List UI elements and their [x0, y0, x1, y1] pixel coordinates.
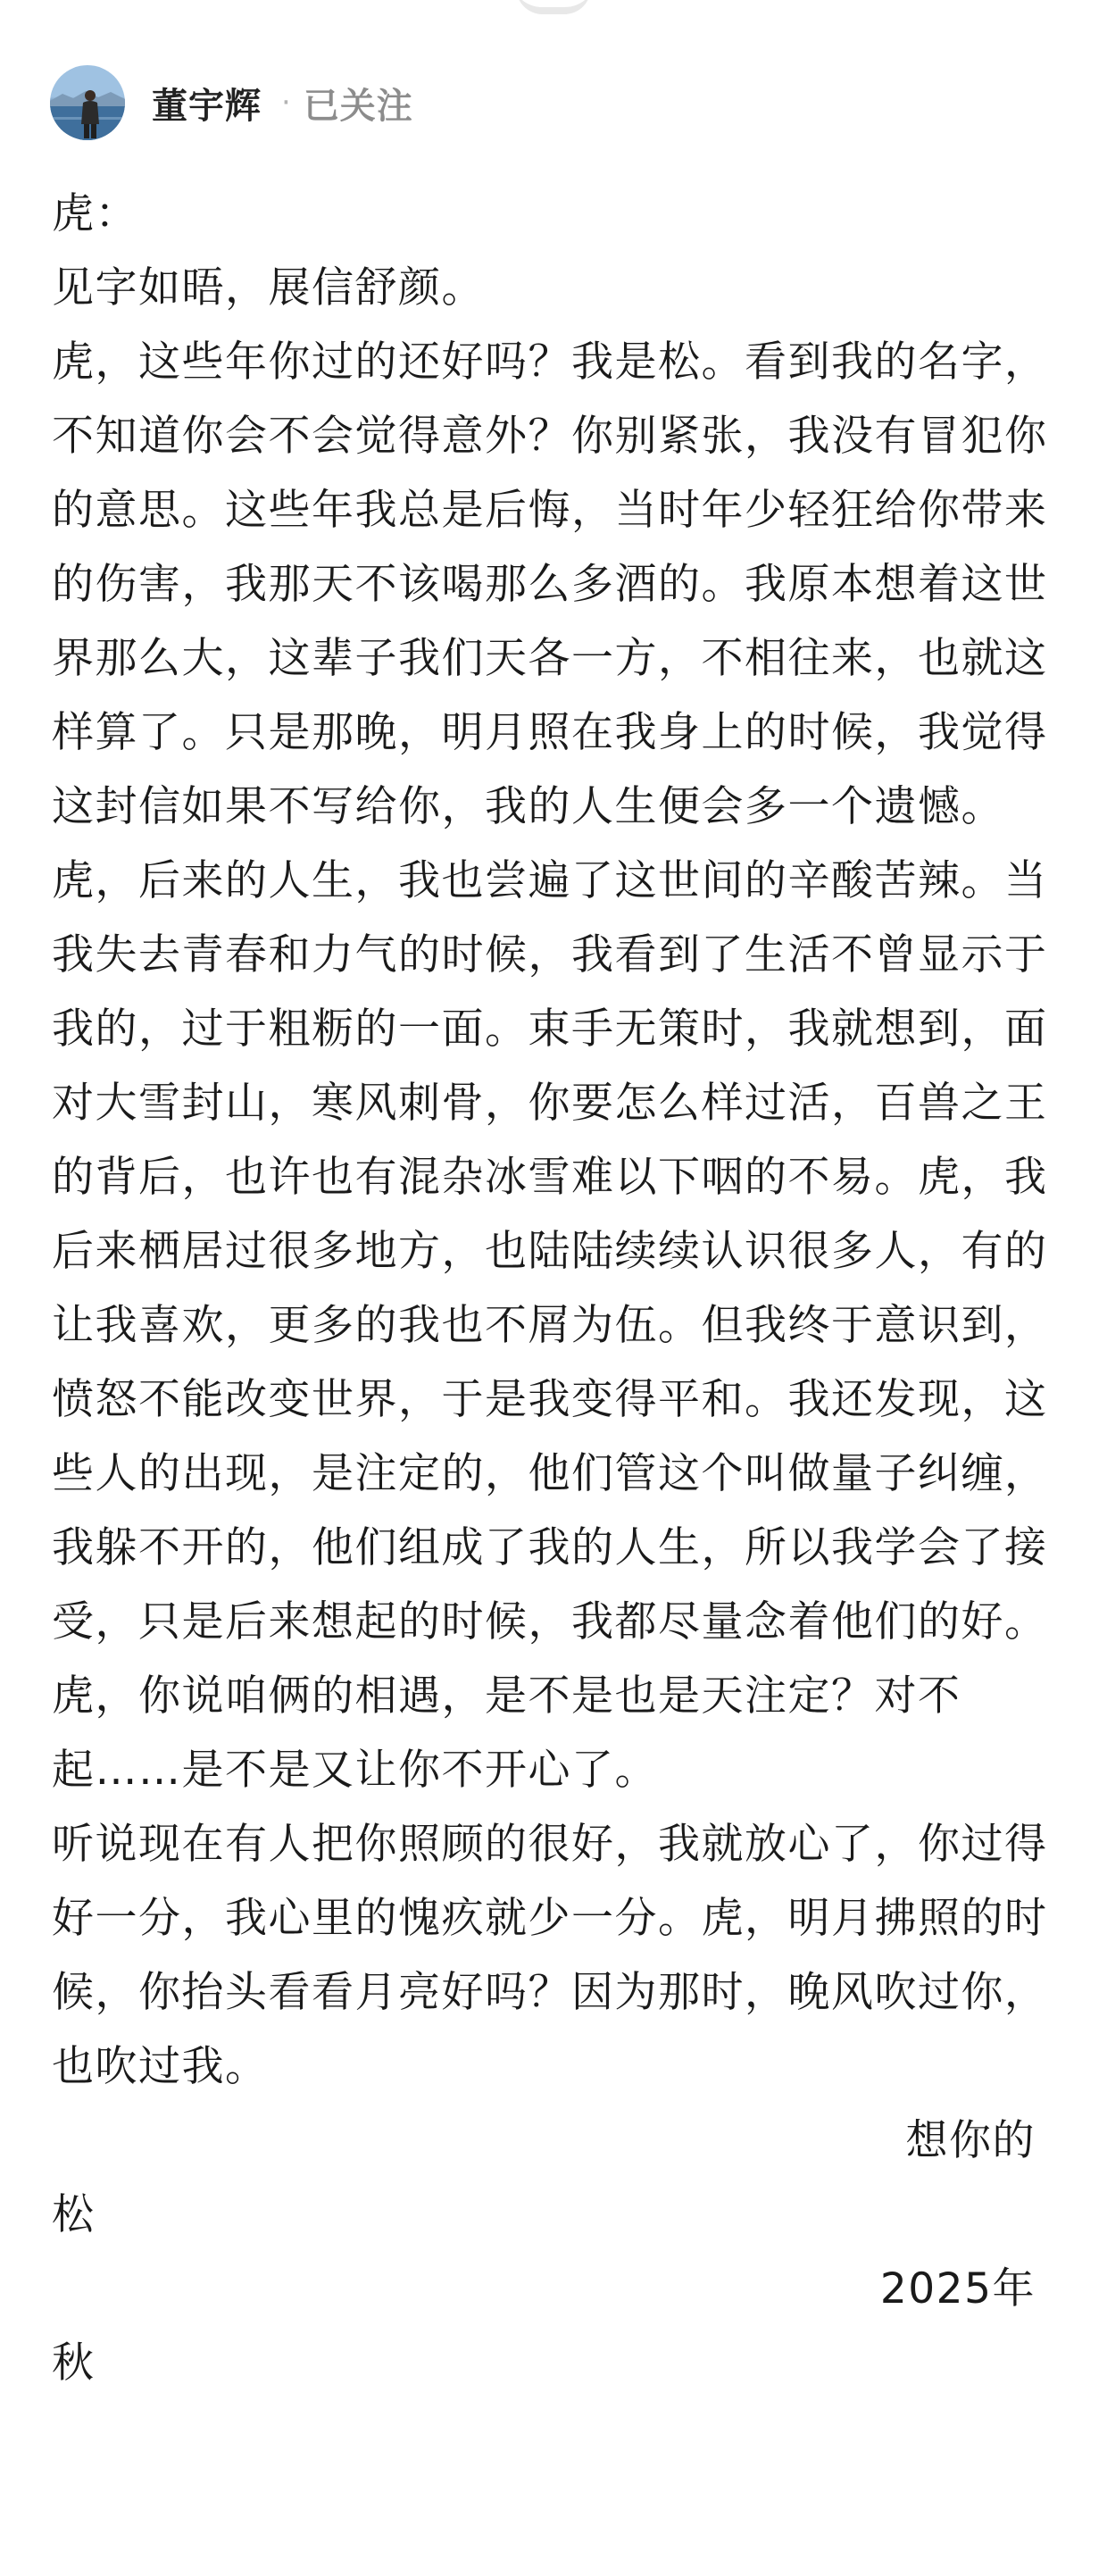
letter-body — [52, 177, 1055, 2400]
letter-salutation: 虎： — [52, 189, 138, 238]
separator-dot: · — [281, 85, 291, 121]
drag-handle — [516, 0, 591, 14]
letter-date-season: 秋 — [52, 2338, 96, 2388]
letter-signature: 松 — [52, 2190, 96, 2239]
follow-status-button[interactable]: 已关注 — [303, 85, 413, 127]
author-name[interactable]: 董宇辉 — [152, 85, 262, 127]
profile-photo-icon — [50, 65, 125, 140]
letter-closing: 想你的 — [905, 2116, 1036, 2165]
letter-greeting: 见字如晤，展信舒颜。 — [52, 263, 485, 313]
letter-paragraph: 虎，后来的人生，我也尝遍了这世间的辛酸苦辣。当我失去青春和力气的时候，我看到了生活不曾显示于我的，过于粗粝的一面。束手无策时，我就想到，面对大雪封山，寒风刺骨，你要怎么样过活，百兽之王的背后，也许也有混杂冰雪难以下咽的不易。虎，我后来栖居过很多地方，也陆陆续续认识很多人，有的让我喜欢，更多的我也不屑为伍。但我终于意识到，愤怒不能改变世界，于是我变得平和。我还发现，这些人的出现，是注定的，他们管这个叫做量子纠缠，我躲不开的，他们组成了我的人生，所以我学会了接受，只是后来想起的时候，我都尽量念着他们的好。虎，你说咱俩的相遇，是不是也是天注定？对不起……是不是又让你不开心了。 — [52, 856, 1048, 1795]
post-header — [50, 63, 413, 143]
letter-paragraph: 虎，这些年你过的还好吗？我是松。看到我的名字，不知道你会不会觉得意外？你别紧张，我没有冒犯你的意思。这些年我总是后悔，当时年少轻狂给你带来的伤害，我那天不该喝那么多酒的。我原本想着这世界那么大，这辈子我们天各一方，不相往来，也就这样算了。只是那晚，明月照在我身上的时候，我觉得这封信如果不写给你，我的人生便会多一个遗憾。 — [52, 338, 1048, 831]
letter-date-year: 2025年 — [879, 2264, 1036, 2313]
letter-paragraph: 听说现在有人把你照顾的很好，我就放心了，你过得好一分，我心里的愧疚就少一分。虎，明月拂照的时候，你抬头看看月亮好吗？因为那时，晚风吹过你，也吹过我。 — [52, 1820, 1048, 2091]
author-avatar[interactable] — [50, 65, 125, 140]
